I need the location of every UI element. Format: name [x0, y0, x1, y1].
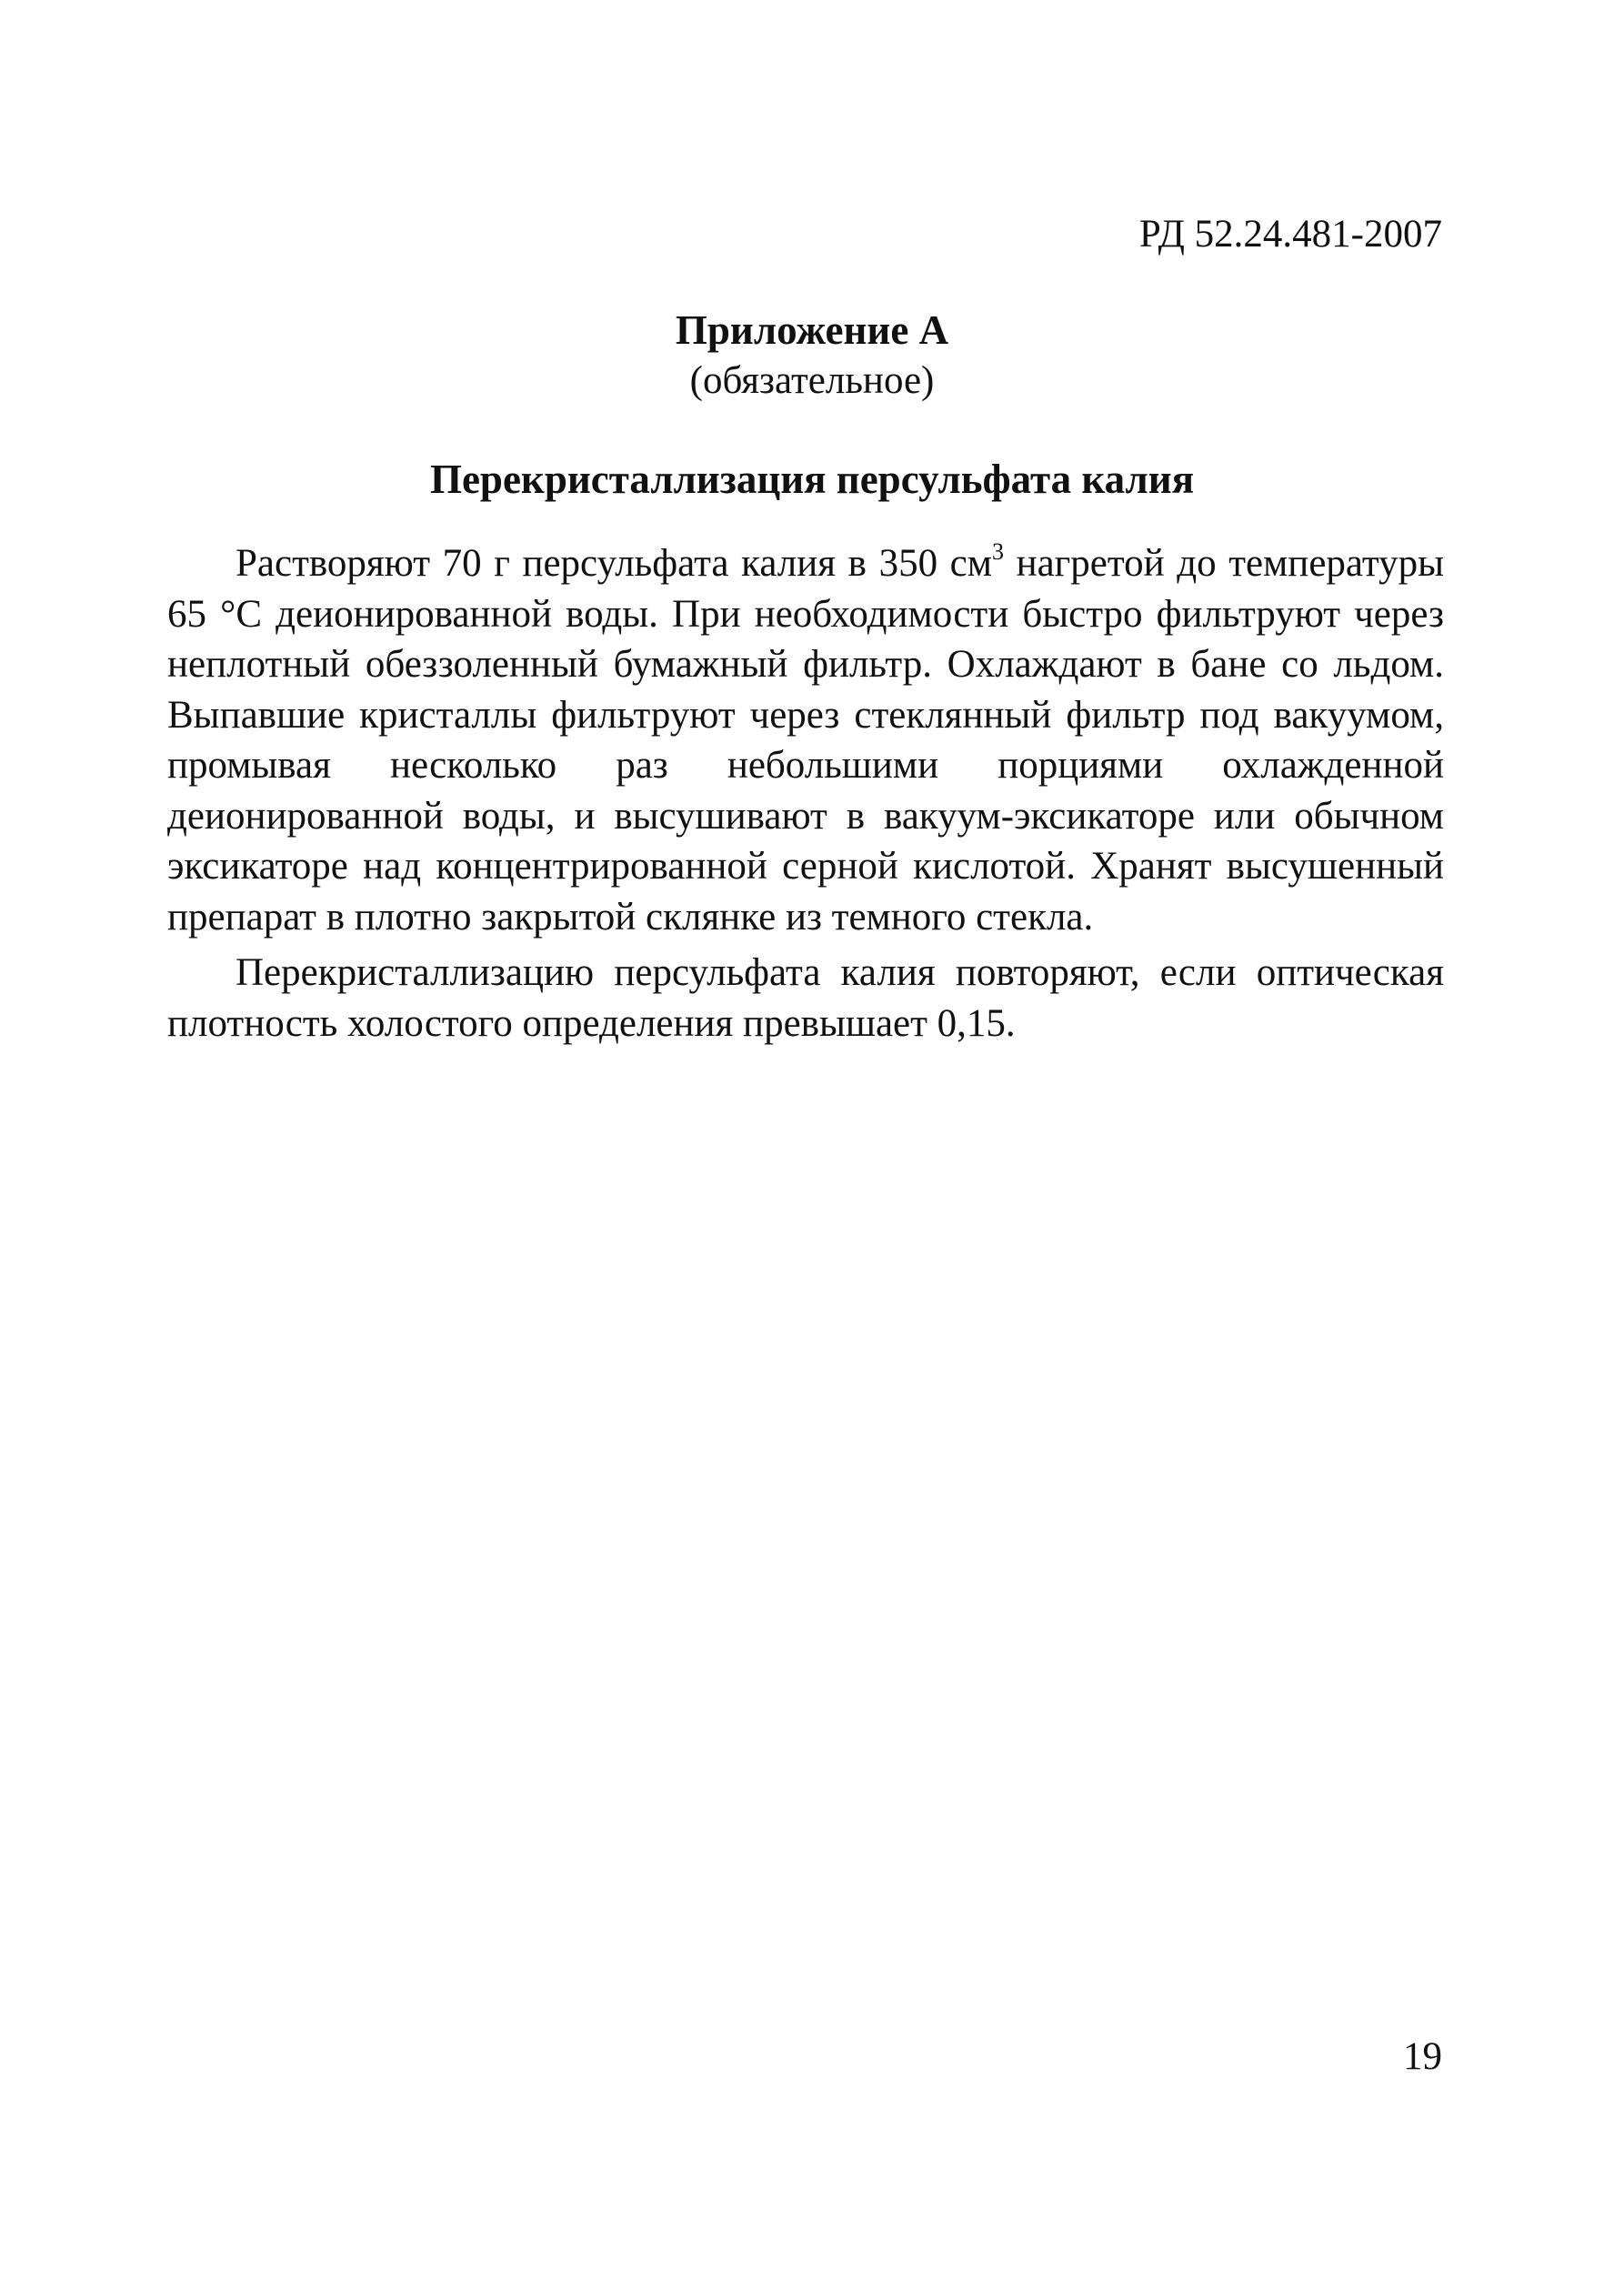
paragraph-1-start: Растворяют 70 г персульфата калия в 350 см [236, 542, 992, 585]
paragraph-1-rest: нагретой до температуры 65 °С деионированной воды. При необходимости быстро фильтруют через неплотный обеззоленный бумажный фильтр. Охлаждают в бане со льдом. Выпавшие кристаллы фильтруют через стеклянный фильтр под вакуумом, промывая несколько раз небольшими порциями охлажденной деионированной воды, и высушивают в вакуум-эксикаторе или обычном эксикаторе над концентрированной серной кислотой. Хранят высушенный препарат в плотно закрытой склянке из темного стекла. [167, 542, 1444, 939]
section-title: Перекристаллизация персульфата калия [429, 457, 1195, 502]
body-text [167, 538, 1444, 1049]
document-code: РД 52.24.481-2007 [1138, 213, 1442, 256]
appendix-status: (обязательное) [689, 359, 935, 402]
cubic-superscript: 3 [991, 538, 1004, 565]
appendix-title: Приложение А [675, 307, 949, 353]
page-number: 19 [1403, 2035, 1442, 2078]
paragraph-2: Перекристаллизацию персульфата калия повторяют, если оптическая плотность холостого определения превышает 0,15. [167, 951, 1444, 1045]
paragraph-1 [167, 538, 1444, 942]
